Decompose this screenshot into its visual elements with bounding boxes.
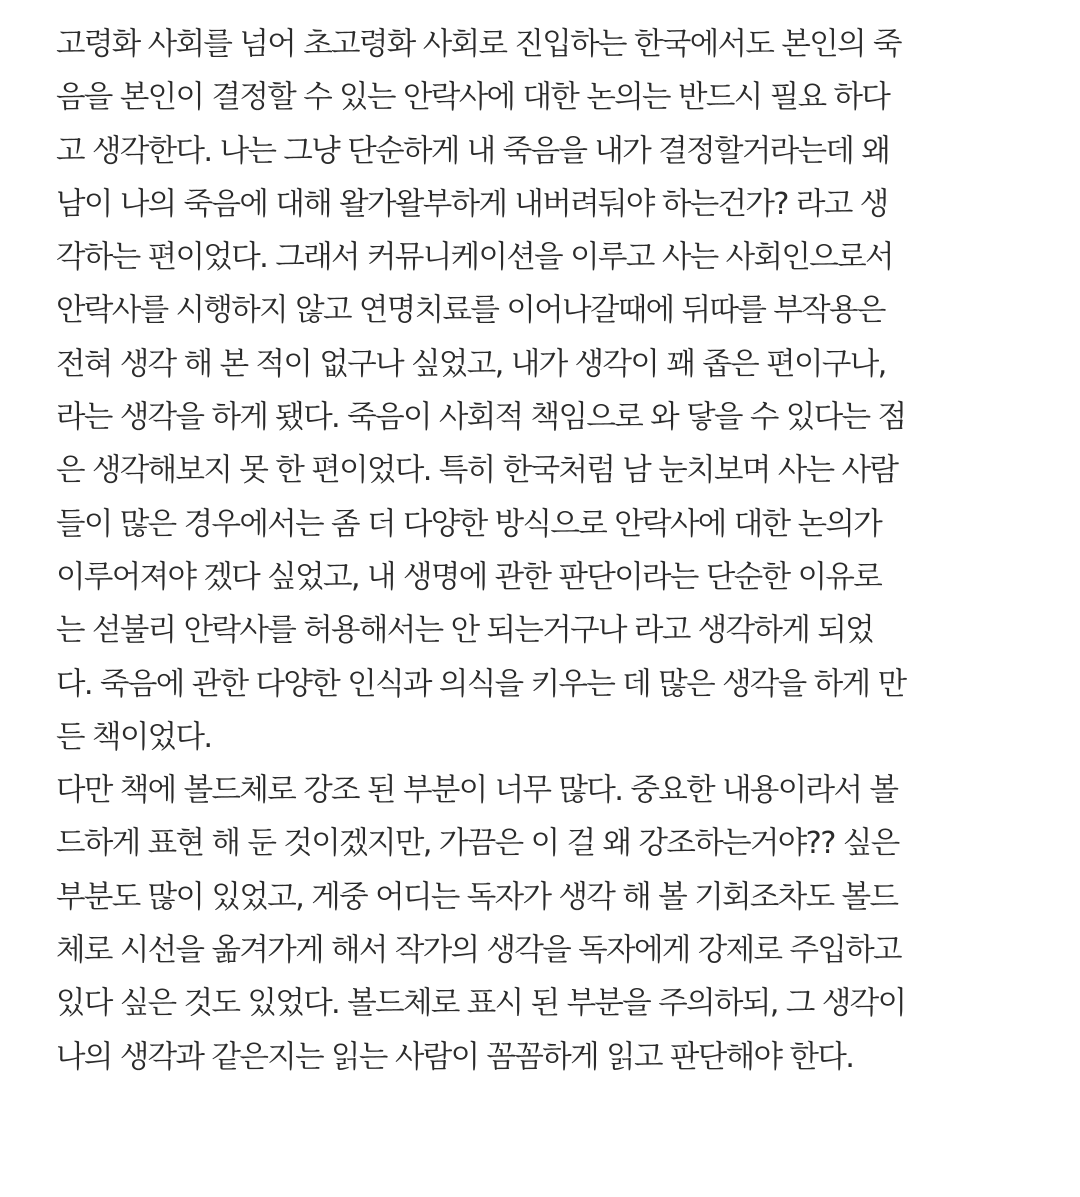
text-line: 고령화 사회를 넘어 초고령화 사회로 진입하는 한국에서도 본인의 죽	[56, 27, 901, 62]
text-line: 은 생각해보지 못 한 편이었다. 특히 한국처럼 남 눈치보며 사는 사람	[56, 453, 898, 489]
text-line: 이루어져야 겠다 싶었고, 내 생명에 관한 판단이라는 단순한 이유로	[56, 559, 882, 595]
text-line: 있다 싶은 것도 있었다. 볼드체로 표시 된 부분을 주의하되, 그 생각이	[56, 986, 906, 1022]
review-text	[56, 18, 1066, 1084]
text-line: 안락사를 시행하지 않고 연명치료를 이어나갈때에 뒤따를 부작용은	[56, 293, 885, 329]
text-line: 다. 죽음에 관한 다양한 인식과 의식을 키우는 데 많은 생각을 하게 만	[56, 666, 906, 702]
text-line: 남이 나의 죽음에 대해 왈가왈부하게 내버려둬야 하는건가? 라고 생	[56, 186, 888, 222]
text-line: 고 생각한다. 나는 그냥 단순하게 내 죽음을 내가 결정할거라는데 왜	[56, 133, 890, 169]
text-line: 각하는 편이었다. 그래서 커뮤니케이션을 이루고 사는 사회인으로서	[56, 240, 893, 276]
text-line: 나의 생각과 같은지는 읽는 사람이 꼼꼼하게 읽고 판단해야 한다.	[56, 1039, 854, 1075]
text-line: 들이 많은 경우에서는 좀 더 다양한 방식으로 안락사에 대한 논의가	[56, 506, 882, 542]
text-line: 전혀 생각 해 본 적이 없구나 싶었고, 내가 생각이 꽤 좁은 편이구나,	[56, 346, 886, 382]
text-line: 든 책이었다.	[56, 719, 212, 755]
text-line: 다만 책에 볼드체로 강조 된 부분이 너무 많다. 중요한 내용이라서 볼	[56, 773, 898, 809]
text-line: 부분도 많이 있었고, 게중 어디는 독자가 생각 해 볼 기회조차도 볼드	[56, 879, 898, 915]
text-line: 음을 본인이 결정할 수 있는 안락사에 대한 논의는 반드시 필요 하다	[56, 80, 890, 116]
text-line: 는 섣불리 안락사를 허용해서는 안 되는거구나 라고 생각하게 되었	[56, 613, 874, 649]
text-line: 체로 시선을 옮겨가게 해서 작가의 생각을 독자에게 강제로 주입하고	[56, 933, 901, 969]
text-line: 라는 생각을 하게 됐다. 죽음이 사회적 책임으로 와 닿을 수 있다는 점	[56, 400, 906, 436]
text-line: 드하게 표현 해 둔 것이겠지만, 가끔은 이 걸 왜 강조하는거야?? 싶은	[56, 826, 899, 862]
